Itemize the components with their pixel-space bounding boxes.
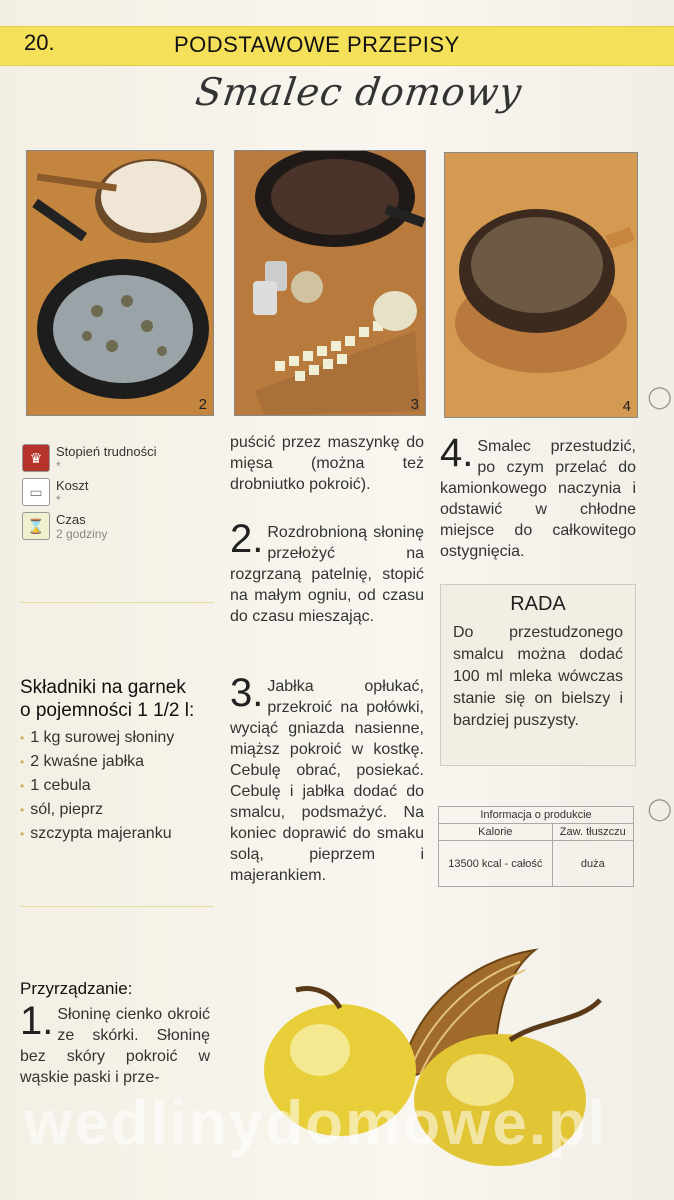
photo-saucepan-illustration	[445, 153, 637, 417]
step-text: Smalec przestudzić, po czym przelać do kamionkowego naczynia i odstawić w chłodne miejsce do całkowitego ostygnięcia.	[440, 438, 636, 560]
ingredient-item: • szczypta majeranku	[20, 822, 174, 846]
product-info-table	[438, 806, 634, 887]
calories-header: Kalorie	[439, 824, 553, 841]
ingredients-title-line2: o pojemności 1 1/2 l:	[20, 700, 195, 721]
step-text: Rozdrobnioną słoninę przełożyć na rozgrzaną patelnię, stopić na małym ogniu, od czasu do czasu mieszając.	[230, 524, 424, 625]
ingredient-item: • 1 kg surowej słoniny	[20, 726, 174, 750]
tip-box	[440, 584, 636, 766]
tip-title: RADA	[510, 593, 566, 615]
product-info-title: Informacja o produkcie	[439, 807, 634, 824]
section-title: PODSTAWOWE PRZEPISY	[174, 32, 460, 57]
photo-step-2	[26, 150, 214, 416]
step-2	[230, 517, 424, 627]
photo-number: 3	[410, 396, 419, 413]
step-1-continued: puścić przez maszynkę do mięsa (można też drobniutko pokroić).	[230, 434, 424, 493]
step-number: 3.	[230, 671, 264, 715]
page-number: 20.	[24, 30, 55, 55]
info-difficulty	[22, 444, 156, 473]
photo-frying-pan-illustration	[27, 151, 213, 415]
divider	[20, 906, 214, 907]
watermark: wedlinydomowe.pl	[24, 1089, 608, 1158]
ingredient-item: • 2 kwaśne jabłka	[20, 750, 174, 774]
hourglass-icon: ⌛	[22, 512, 50, 540]
ingredients-title	[20, 676, 220, 722]
info-cost	[22, 478, 89, 507]
time-value: 2 godziny	[56, 527, 108, 541]
step-1	[20, 999, 210, 1088]
divider	[20, 602, 214, 603]
step-text: Słoninę cienko okroić ze skórki. Słoninę bez skóry pokroić w wąskie paski i prze-	[20, 1006, 210, 1086]
preparation-title: Przyrządzanie:	[20, 979, 133, 998]
difficulty-value: *	[56, 459, 61, 473]
fat-header: Zaw. tłuszczu	[552, 824, 633, 841]
step-3	[230, 671, 424, 886]
calories-value: 13500 kcal - całość	[439, 841, 553, 887]
ingredient-item: • sól, pieprz	[20, 798, 174, 822]
ingredients-list	[20, 726, 174, 846]
chef-hat-icon: ♛	[22, 444, 50, 472]
step-number: 4.	[440, 431, 474, 475]
cost-value: *	[56, 493, 61, 507]
ingredients-title-line1: Składniki na garnek	[20, 677, 186, 698]
photo-number: 2	[198, 396, 207, 413]
edge-mark: ◯	[647, 796, 672, 821]
photo-diced-apples-illustration	[235, 151, 425, 415]
cost-label: Koszt	[56, 478, 89, 493]
step-number: 1.	[20, 999, 54, 1043]
photo-number: 4	[622, 398, 631, 415]
fat-value: duża	[552, 841, 633, 887]
time-label: Czas	[56, 512, 86, 527]
wallet-icon: ▭	[22, 478, 50, 506]
info-time	[22, 512, 107, 541]
photo-step-4	[444, 152, 638, 418]
step-text: Jabłka opłukać, przekroić na połówki, wyciąć gniazda nasienne, miąższ pokroić w kostkę. Cebulę obrać, posiekać. Cebulę i jabłka dodać do smalcu, podsmażyć. Na koniec doprawić do smaku solą, pieprzem i majerankiem.	[230, 678, 424, 884]
edge-mark: ◯	[647, 384, 672, 409]
tip-text: Do przestudzonego smalcu można dodać 100 ml mleka wówczas stanie się on bielszy i bardziej puszysty.	[453, 624, 623, 729]
step-4	[440, 431, 636, 562]
step-number: 2.	[230, 517, 264, 561]
photo-step-3	[234, 150, 426, 416]
difficulty-label: Stopień trudności	[56, 444, 157, 459]
recipe-title: Smalec domowy	[192, 70, 525, 114]
ingredient-item: • 1 cebula	[20, 774, 174, 798]
